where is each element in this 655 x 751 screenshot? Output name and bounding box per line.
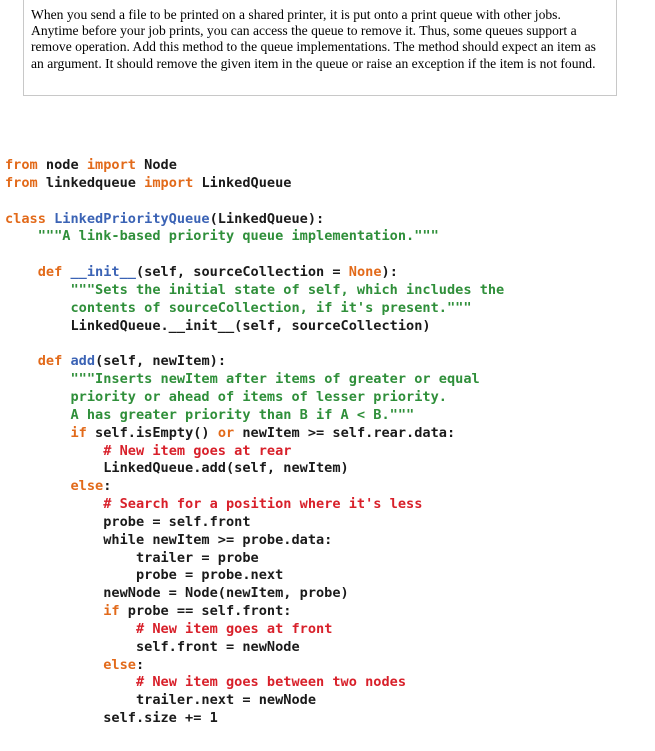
code-class-name: LinkedPriorityQueue [54, 210, 210, 227]
code-string: """A link-based priority queue implementation.""" [37, 228, 439, 245]
code-line [5, 550, 504, 568]
code-text: LinkedQueue.__init__(self, sourceCollection) [5, 317, 431, 334]
code-text [5, 407, 70, 423]
code-keyword: def [37, 353, 63, 370]
code-text: node [37, 157, 87, 173]
code-line [5, 567, 504, 585]
code-line [5, 371, 504, 389]
code-class-name: add [70, 353, 96, 370]
code-text [62, 353, 70, 369]
code-line [5, 353, 504, 371]
code-line [5, 389, 504, 407]
code-line [5, 496, 504, 514]
code-text: probe == self.front: [119, 603, 292, 620]
code-line [5, 300, 504, 318]
code-keyword: from [5, 157, 38, 173]
code-line [5, 692, 504, 710]
code-keyword: None [348, 264, 382, 281]
code-text: LinkedQueue.add(self, newItem) [5, 460, 349, 477]
code-string: priority or ahead of items of lesser priority. [70, 388, 447, 405]
code-line [5, 585, 504, 603]
code-string: contents of sourceCollection, if it's present.""" [70, 299, 472, 316]
code-line [5, 621, 504, 639]
code-line [5, 335, 504, 353]
code-class-name: __init__ [70, 264, 136, 281]
code-line [5, 407, 504, 425]
code-keyword: else [70, 478, 104, 495]
code-text: probe = self.front [5, 513, 251, 530]
code-text: (self, sourceCollection = [135, 264, 349, 281]
code-text: ): [381, 264, 398, 281]
code-text: (LinkedQueue): [209, 210, 325, 227]
code-text [5, 657, 103, 673]
code-line [5, 228, 504, 246]
code-text [5, 228, 38, 244]
code-comment: # New item goes between two nodes [135, 674, 407, 691]
code-comment: # New item goes at rear [103, 442, 292, 459]
code-line [5, 318, 504, 336]
code-line [5, 478, 504, 496]
code-line [5, 246, 504, 264]
code-text [5, 603, 103, 619]
code-text [5, 674, 136, 690]
code-line [5, 443, 504, 461]
code-text: newNode = Node(newItem, probe) [5, 585, 349, 602]
code-line [5, 175, 504, 193]
code-line [5, 282, 504, 300]
code-string: A has greater priority than B if A < B.""" [70, 406, 415, 423]
code-line [5, 639, 504, 657]
code-text: newItem >= self.rear.data: [234, 424, 456, 441]
code-text [62, 264, 70, 280]
code-text [5, 443, 103, 459]
code-text: trailer = probe [5, 549, 259, 566]
code-line [5, 603, 504, 621]
code-text [5, 353, 38, 369]
code-keyword: else [103, 656, 136, 673]
code-keyword: def [37, 264, 63, 281]
code-line [5, 532, 504, 550]
code-text: linkedqueue [37, 174, 145, 191]
code-text [5, 264, 38, 280]
code-line [5, 514, 504, 532]
code-comment: # New item goes at front [135, 620, 333, 637]
code-keyword: if [70, 424, 87, 441]
code-text [5, 300, 70, 316]
code-text: probe = probe.next [5, 567, 284, 584]
code-text [46, 211, 54, 227]
code-text: self.isEmpty() [86, 424, 218, 441]
code-text [5, 425, 70, 441]
code-line [5, 193, 504, 211]
code-text: LinkedQueue [193, 174, 292, 191]
code-text: trailer.next = newNode [5, 692, 316, 709]
code-comment: # Search for a position where it's less [103, 496, 423, 513]
code-string: """Sets the initial state of self, which includes the [70, 281, 505, 298]
code-line [5, 460, 504, 478]
code-listing [5, 157, 504, 728]
code-text: (self, newItem): [95, 353, 227, 370]
code-line [5, 264, 504, 282]
problem-description: When you send a file to be printed on a shared printer, it is put onto a print queue with other jobs. Anytime before your job prints, you can access the queue to remove it. Thus, some queues support a remove operation. Add this method to the queue implementations. The method should expect an item as an argument. It should remove the given item in the queue or raise an exception if the item is not found. [31, 7, 596, 71]
code-line [5, 657, 504, 675]
code-text [5, 496, 103, 512]
code-line [5, 674, 504, 692]
code-string: """Inserts newItem after items of greater or equal [70, 371, 480, 388]
code-text: : [135, 656, 145, 673]
code-keyword: or [217, 424, 235, 441]
code-text [5, 389, 70, 405]
code-text: while newItem >= probe.data: [5, 531, 333, 548]
code-line [5, 157, 504, 175]
code-text: self.front = newNode [5, 638, 300, 655]
code-text: self.size += 1 [5, 710, 218, 727]
code-line [5, 211, 504, 229]
code-line [5, 425, 504, 443]
code-keyword: class [5, 210, 46, 227]
code-text: : [103, 478, 112, 495]
code-keyword: import [86, 157, 136, 173]
code-keyword: if [103, 603, 120, 620]
code-text: Node [135, 157, 177, 173]
code-text [5, 478, 70, 494]
code-text [5, 282, 70, 298]
code-line [5, 710, 504, 728]
code-keyword: from [5, 174, 38, 191]
code-text [5, 621, 136, 637]
code-text [5, 371, 70, 387]
code-keyword: import [144, 174, 194, 191]
